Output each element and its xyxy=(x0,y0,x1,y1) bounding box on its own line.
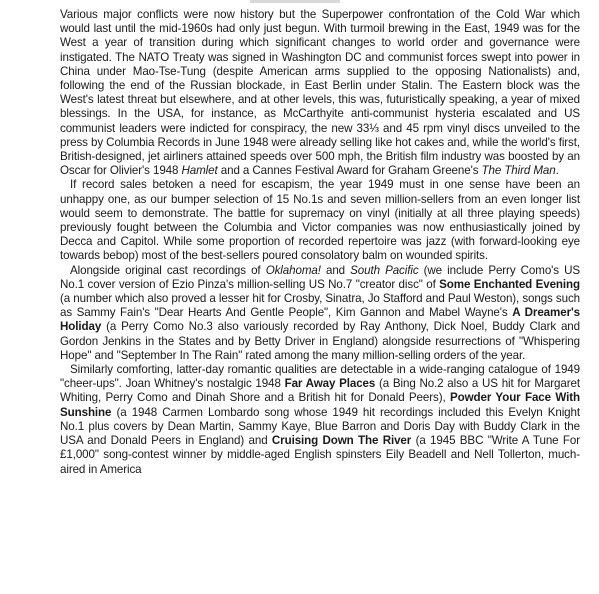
article-body xyxy=(60,8,580,477)
song-title: Powder Your Face With Sunshine xyxy=(60,391,580,419)
text-run: (a number which also proved a lesser hit for Crosby, Sinatra, Jo Stafford and Paul Weston), songs such as Sammy Fain's "Dear Hearts And Gentle People", Kim Gannon and Mabel Wayne's xyxy=(60,292,580,320)
text-run: Similarly comforting, latter-day romantic qualities are detectable in a wide-ranging catalogue of 1949 "cheer-ups". Joan Whitney's nostalgic 1948 xyxy=(60,363,580,391)
song-title: A Dreamer's Holiday xyxy=(60,306,580,334)
paragraph-4 xyxy=(60,363,580,477)
page-top-edge xyxy=(250,0,340,3)
song-title: Some Enchanted Evening xyxy=(439,277,580,291)
text-run: If record sales betoken a need for escapism, the year 1949 must in one sense have been an unhappy one, as our bumper selection of 15 No.1s and seven million-sellers from an even longer list would seem to demonstrate. The battle for supremacy on vinyl (initially at all three playing speeds) previously fought between the Columbia and Victor companies was now enthusiastically joined by Decca and Capitol. While some proportion of recorded repertoire was jazz (with forward-looking eye towards bebop) most of the best-sellers poured consolatory balm on wounded spirits. xyxy=(60,178,580,263)
text-run: . xyxy=(555,164,559,178)
italic-title: Oklahoma! xyxy=(265,263,321,277)
text-run: Alongside original cast recordings of xyxy=(70,263,266,277)
text-run: and xyxy=(320,263,351,277)
song-title: Cruising Down The River xyxy=(271,434,412,448)
italic-title: South Pacific xyxy=(350,263,419,277)
italic-title: The Third Man xyxy=(481,164,556,178)
text-run: (a 1948 Carmen Lombardo song whose 1949 hit recordings included this Evelyn Knight No.1 plus covers by Dean Martin, Sammy Kaye, Blue Barron and Doris Day with Buddy Clark in the USA and Donald Peers in England) and xyxy=(60,405,580,448)
paragraph-3 xyxy=(60,264,580,363)
paragraph-2 xyxy=(60,178,580,263)
song-title: Far Away Places xyxy=(284,377,376,391)
text-run: and a Cannes Festival Award for Graham Greene's xyxy=(217,164,482,178)
text-run: (a Perry Como No.3 also variously recorded by Ray Anthony, Dick Noel, Buddy Clark and Gordon Jenkins in the States and by Betty Driver in England) alongside resurrections of "Whispering Hope" and "September In The Rain" rated among the many million-selling orders of the year. xyxy=(60,320,580,362)
text-run: (a 1945 BBC "Write A Tune For £1,000" song-contest winner by middle-aged English spinsters Eily Beadell and Nell Tollerton, much-aired in America xyxy=(60,434,580,476)
text-run: Various major conflicts were now history but the Superpower confrontation of the Cold War which would last until the mid-1960s had only just begun. With turmoil brewing in the East, 1949 was for the West a year of transition during which significant changes to world order and governance were instigated. The NATO Treaty was signed in Washington DC and communist forces swept into power in China under Mao-Tse-Tung (despite American arms supplied to the opposing Nationalists) and, following the end of the Russian blockade, in East Berlin under Stalin. The Eastern block was the West's latest threat but elsewhere, and at other levels, this was, futuristically speaking, a year of mixed blessings. In the USA, for instance, as McCarthyite anti-communist hysteria escalated and US communist leaders were indicted for conspiracy, the new 33⅓ and 45 rpm vinyl discs unveiled to the press by Columbia Records in June 1948 were already selling like hot cakes and, while the world's first, British-designed, jet airliners attained speeds over 500 mph, the British film industry was boosted by an Oscar for Olivier's 1948 xyxy=(60,8,580,178)
italic-title: Hamlet xyxy=(181,164,218,178)
text-run: (we include Perry Como's US No.1 cover version of Ezio Pinza's million-selling US No.7 "creator disc" of xyxy=(60,263,581,291)
text-run: (a Bing No.2 also a US hit for Margaret Whiting, Perry Como and Dinah Shore and a British hit for Donald Peers), xyxy=(60,377,580,405)
paragraph-1 xyxy=(60,8,580,178)
